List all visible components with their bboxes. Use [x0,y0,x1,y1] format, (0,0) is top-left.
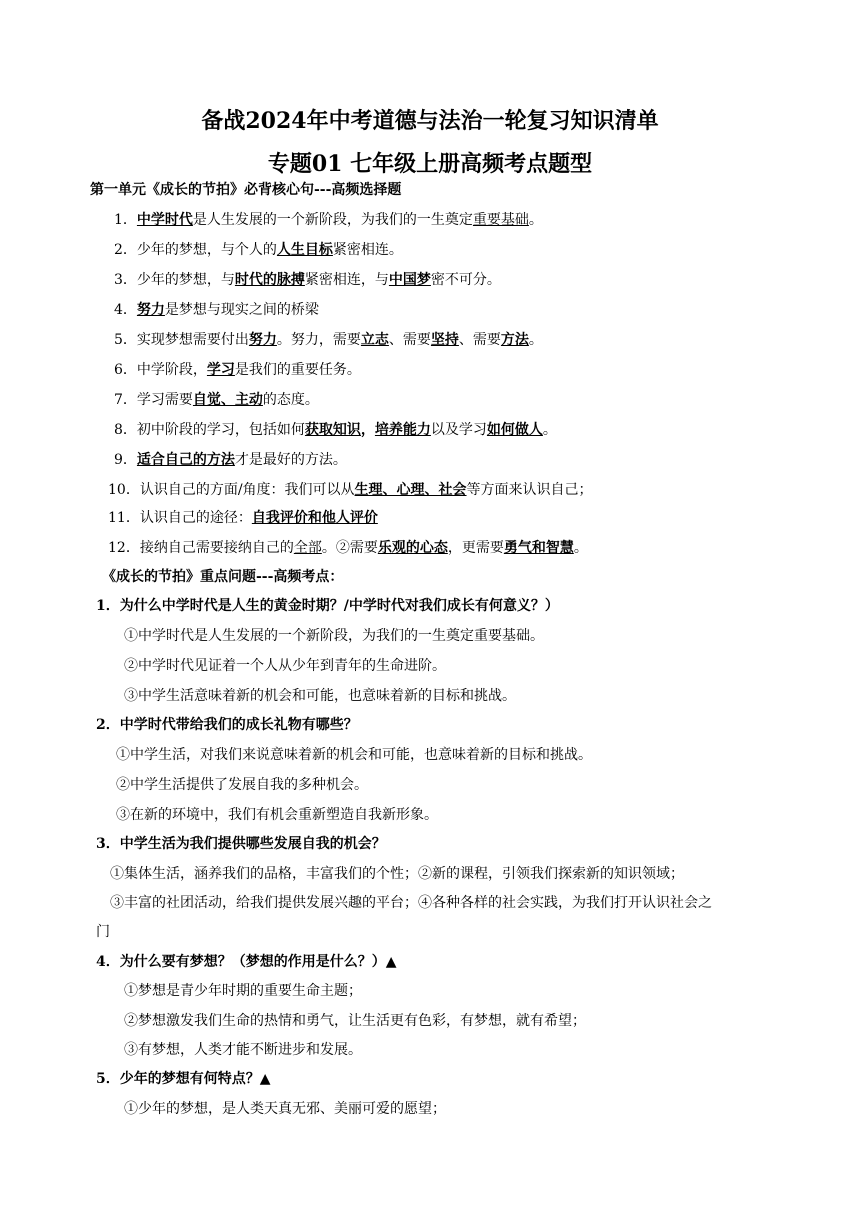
text-segment: 以及学习 [430,422,487,438]
key-term: 培养能力 [374,422,431,438]
text-segment: 是人生发展的一个新阶段，为我们的一生奠定 [192,212,473,228]
item-number: 6． [114,362,137,378]
item-number: 12． [108,540,140,556]
text-segment: 。 [528,332,543,348]
section1-heading: 第一单元《成长的节拍》必背核心句---高频选择题 [90,182,402,198]
core-sentence-item [114,240,403,260]
answer-line: ①梦想是青少年时期的重要生命主题； [124,983,362,999]
answer-line: ①中学时代是人生发展的一个新阶段，为我们的一生奠定重要基础。 [124,628,544,644]
text-segment: 紧密相连，与 [304,272,389,288]
text-segment: 是梦想与现实之间的桥梁 [164,302,319,318]
item-number: 7． [114,392,137,408]
text-segment: 是我们的重要任务。 [234,362,361,378]
question-heading: 1．为什么中学时代是人生的黄金时期？/中学时代对我们成长有何意义？） [96,598,559,614]
question-heading: 2．中学时代带给我们的成长礼物有哪些？ [96,717,358,733]
key-term: 立志 [360,332,389,348]
key-term: 人生目标 [276,242,333,258]
text-segment: 实现梦想需要付出 [136,332,249,348]
answer-line: 门 [96,924,110,940]
key-term: 努力 [248,332,277,348]
text-segment: 的态度。 [262,392,319,408]
text-segment: 接纳自己需要接纳自己的 [139,540,294,556]
core-sentence-item [114,360,361,380]
answer-line: ③有梦想，人类才能不断进步和发展。 [124,1042,362,1058]
answer-line: ③丰富的社团活动，给我们提供发展兴趣的平台；④各种各样的社会实践，为我们打开认识社会之 [110,895,712,911]
core-sentence-item [114,390,319,410]
text-segment: 。 [573,540,588,556]
core-sentence-item [114,420,557,440]
item-number: 4． [114,302,137,318]
core-sentence-item [114,450,347,470]
item-number: 9． [114,452,137,468]
text-segment: 认识自己的方面/角度：我们可以从 [139,482,355,498]
key-term: 如何做人 [486,422,543,438]
text-segment: 中学阶段， [136,362,207,378]
text-segment: 、需要 [458,332,501,348]
key-term: 时代的脉搏 [234,272,305,288]
key-term: 方法 [500,332,529,348]
core-sentence-item [114,210,543,230]
key-term: 勇气和智慧 [503,540,574,556]
question-heading: 3．中学生活为我们提供哪些发展自我的机会？ [96,836,386,852]
answer-line: ①中学生活，对我们来说意味着新的机会和可能，也意味着新的目标和挑战。 [116,747,592,763]
key-term: 乐观的心态 [377,540,448,556]
text-segment: 才是最好的方法。 [234,452,347,468]
text-segment: 密不可分。 [430,272,501,288]
section2-heading: 《成长的节拍》重点问题---高频考点： [102,569,344,585]
answer-line: ①集体生活，涵养我们的品格，丰富我们的个性；②新的课程，引领我们探索新的知识领域； [110,866,684,882]
core-sentence-item [108,538,588,558]
answer-line: ①少年的梦想，是人类天真无邪、美丽可爱的愿望； [124,1101,446,1117]
text-segment: 。 [528,212,543,228]
key-term: 适合自己的方法 [136,452,235,468]
key-term: 中国梦 [388,272,431,288]
key-term: 学习 [206,362,235,378]
item-number: 5． [114,332,137,348]
text-segment: 等方面来认识自己； [466,482,593,498]
text-segment: 少年的梦想，与个人的 [136,242,277,258]
text-segment: 、需要 [388,332,431,348]
core-sentence-item [108,480,593,500]
key-term: 努力 [136,302,165,318]
answer-line: ③中学生活意味着新的机会和可能，也意味着新的目标和挑战。 [124,688,516,704]
question-heading: 5．少年的梦想有何特点？▲ [96,1071,271,1087]
text-segment: ， [360,422,375,438]
text-segment: 学习需要 [136,392,193,408]
item-number: 10． [108,482,140,498]
underlined-term: 全部 [293,540,322,556]
core-sentence-item [108,508,378,528]
item-number: 1． [114,212,137,228]
item-number: 11． [108,510,140,526]
text-segment: 初中阶段的学习，包括如何 [136,422,305,438]
answer-line: ③在新的环境中，我们有机会重新塑造自我新形象。 [116,807,438,823]
key-term: 自我评价和他人评价 [251,510,378,526]
answer-line: ②梦想激发我们生命的热情和勇气，让生活更有色彩，有梦想，就有希望； [124,1013,586,1029]
core-sentence-item [114,300,319,320]
item-number: 2． [114,242,137,258]
text-segment: 少年的梦想，与 [136,272,235,288]
question-heading: 4．为什么要有梦想？（梦想的作用是什么？）▲ [96,954,397,970]
key-term: 中学时代 [136,212,193,228]
answer-line: ②中学时代见证着一个人从少年到青年的生命进阶。 [124,658,446,674]
text-segment: 认识自己的途径： [139,510,252,526]
answer-line: ②中学生活提供了发展自我的多种机会。 [116,777,368,793]
text-segment: 。努力，需要 [276,332,361,348]
item-number: 3． [114,272,137,288]
document-subtitle: 专题01 七年级上册高频考点题型 [267,151,593,177]
document-title: 备战2024年中考道德与法治一轮复习知识清单 [201,108,659,134]
key-term: 坚持 [430,332,459,348]
item-number: 8． [114,422,137,438]
core-sentence-item [114,270,501,290]
key-term: 自觉、主动 [192,392,263,408]
text-segment: ，更需要 [447,540,504,556]
text-segment: 。 [542,422,557,438]
key-term: 生理、心理、社会 [354,482,467,498]
core-sentence-item [114,330,543,350]
text-segment: 紧密相连。 [332,242,403,258]
text-segment: 。②需要 [321,540,378,556]
underlined-term: 重要基础 [472,212,529,228]
key-term: 获取知识 [304,422,361,438]
